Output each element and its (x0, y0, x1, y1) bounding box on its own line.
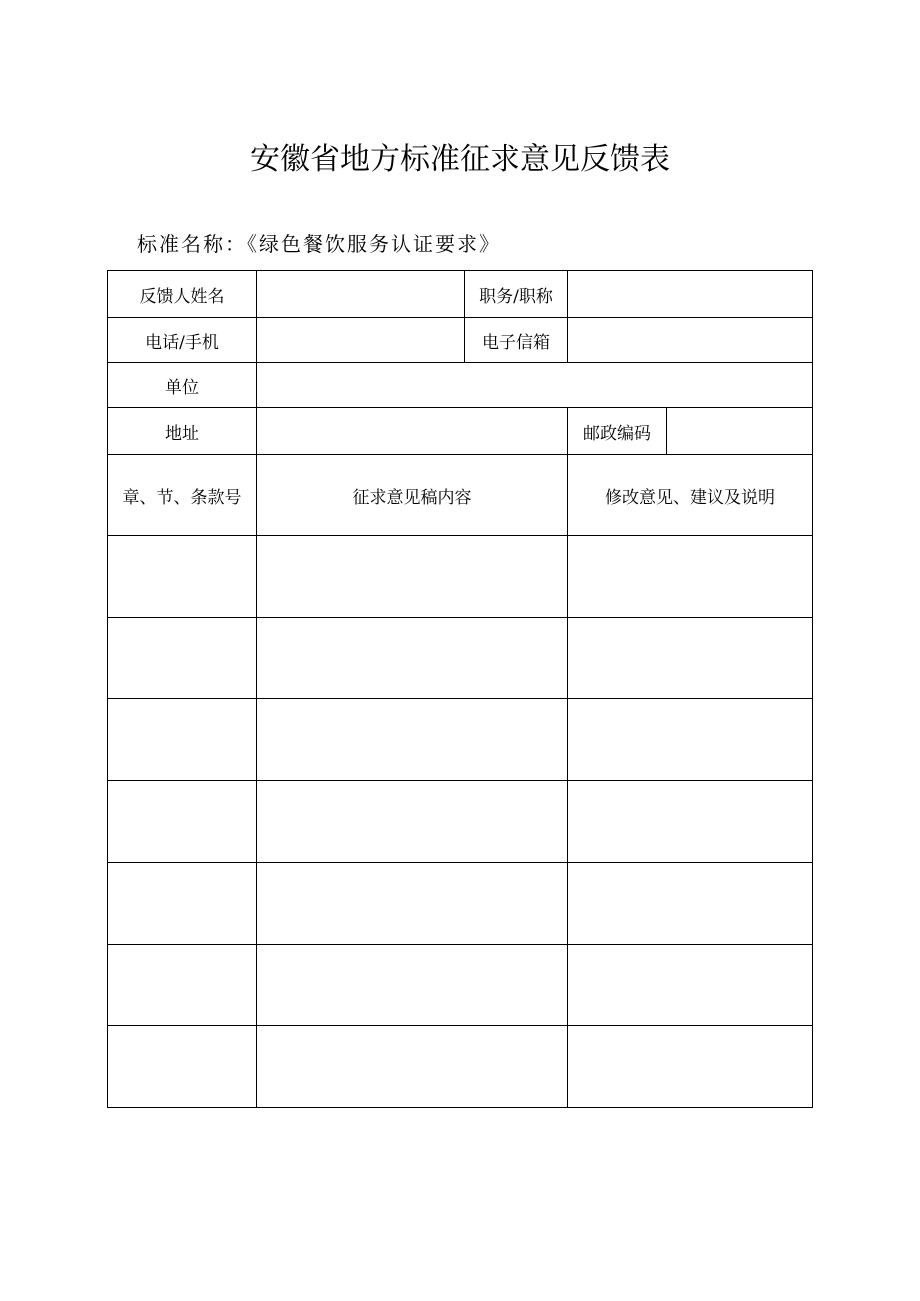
standard-name-value: 《绿色餐饮服务认证要求》 (247, 232, 501, 256)
unit-field[interactable] (257, 363, 812, 407)
table-row-1-content-cell[interactable] (257, 536, 567, 617)
table-row-2-content-cell[interactable] (257, 618, 567, 698)
table-row-7-suggestion-cell[interactable] (568, 1026, 812, 1107)
draft-content-header: 征求意见稿内容 (352, 487, 472, 508)
position-field[interactable] (568, 271, 812, 317)
table-row-1-suggestion-cell[interactable] (568, 536, 812, 617)
standard-name-line (137, 229, 501, 259)
table-row-2-clause-cell[interactable] (108, 618, 256, 698)
table-row-6-clause-cell[interactable] (108, 945, 256, 1025)
standard-name-label: 标准名称： (137, 232, 247, 256)
table-row-5-content-cell[interactable] (257, 863, 567, 944)
table-row-5-clause-cell[interactable] (108, 863, 256, 944)
table-row-4-suggestion-cell[interactable] (568, 781, 812, 862)
phone-field[interactable] (257, 318, 464, 362)
address-field[interactable] (257, 408, 567, 454)
clause-number-header: 章、节、条款号 (122, 487, 242, 508)
table-row-4-clause-cell[interactable] (108, 781, 256, 862)
email-field[interactable] (568, 318, 812, 362)
table-row-7-content-cell[interactable] (257, 1026, 567, 1107)
page-title: 安徽省地方标准征求意见反馈表 (250, 142, 670, 177)
position-label: 职务/职称 (479, 286, 553, 307)
table-row-5-suggestion-cell[interactable] (568, 863, 812, 944)
table-row-7-clause-cell[interactable] (108, 1026, 256, 1107)
table-row-2-suggestion-cell[interactable] (568, 618, 812, 698)
phone-label: 电话/手机 (145, 332, 219, 353)
address-label: 地址 (165, 423, 199, 444)
postcode-label: 邮政编码 (583, 423, 651, 444)
table-row-3-suggestion-cell[interactable] (568, 699, 812, 780)
feedback-name-label: 反馈人姓名 (139, 286, 225, 307)
table-row-1-clause-cell[interactable] (108, 536, 256, 617)
table-row-3-content-cell[interactable] (257, 699, 567, 780)
feedback-form-table (107, 270, 813, 1108)
table-row-4-content-cell[interactable] (257, 781, 567, 862)
table-row-6-content-cell[interactable] (257, 945, 567, 1025)
feedback-name-field[interactable] (257, 271, 464, 317)
email-label: 电子信箱 (482, 332, 550, 353)
unit-label: 单位 (165, 377, 199, 398)
table-row-3-clause-cell[interactable] (108, 699, 256, 780)
suggestion-header: 修改意见、建议及说明 (605, 487, 775, 508)
table-row-6-suggestion-cell[interactable] (568, 945, 812, 1025)
postcode-field[interactable] (667, 408, 812, 454)
